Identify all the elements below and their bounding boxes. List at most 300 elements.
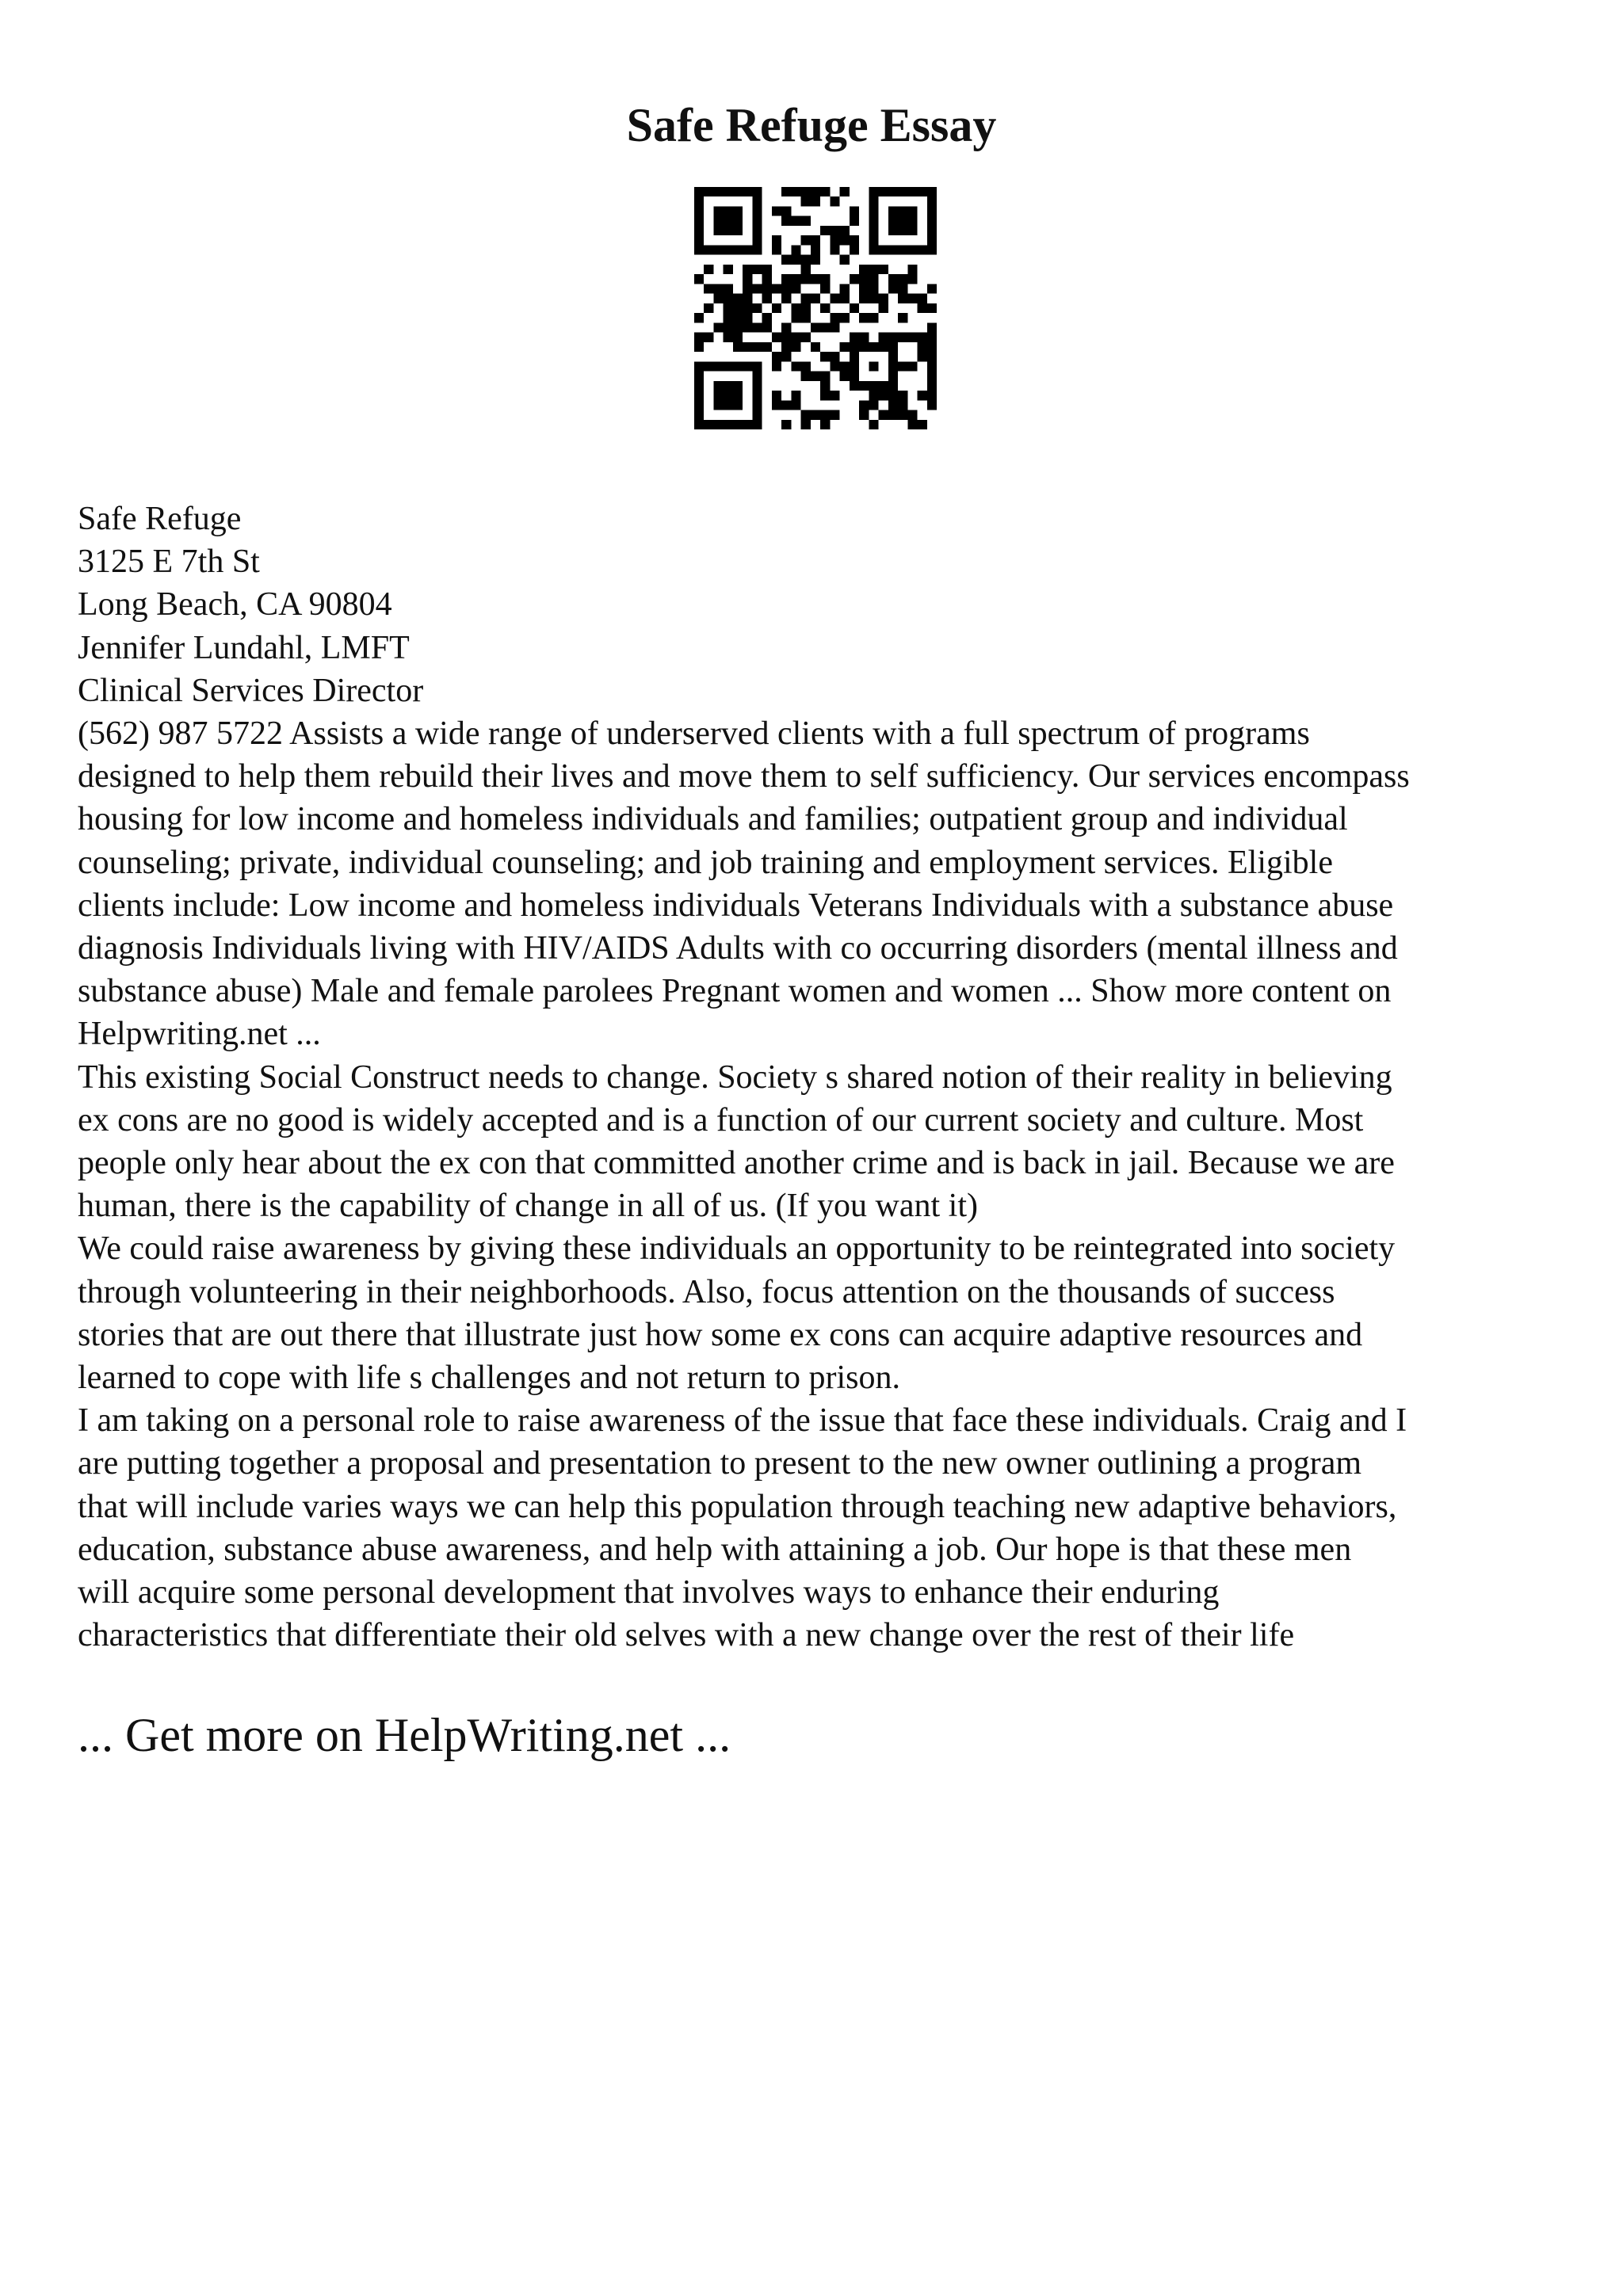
qr-module bbox=[888, 372, 898, 381]
qr-module bbox=[752, 216, 762, 226]
qr-module bbox=[752, 235, 762, 245]
qr-module bbox=[791, 245, 800, 254]
paragraph-2 bbox=[78, 1056, 1568, 1228]
qr-module bbox=[791, 391, 800, 400]
qr-module bbox=[830, 294, 839, 303]
text-line: human, there is the capability of change in all of us. (If you want it) bbox=[78, 1188, 978, 1225]
qr-module bbox=[694, 235, 704, 245]
qr-module bbox=[888, 352, 898, 361]
text-line: This existing Social Construct needs to change. Society s shared notion of their reality in believing bbox=[78, 1058, 1392, 1096]
qr-module bbox=[752, 361, 762, 371]
qr-module bbox=[927, 216, 937, 226]
qr-module bbox=[927, 235, 937, 245]
qr-module bbox=[781, 216, 791, 226]
qr-module bbox=[898, 274, 907, 284]
qr-module bbox=[724, 400, 733, 410]
qr-module bbox=[811, 372, 820, 381]
qr-module bbox=[898, 333, 907, 342]
qr-module bbox=[850, 342, 859, 352]
qr-module bbox=[781, 342, 791, 352]
text-line: designed to help them rebuild their lives and move them to self sufficiency. Our services encompass bbox=[78, 758, 1410, 795]
qr-module bbox=[820, 274, 830, 284]
qr-module bbox=[752, 284, 762, 293]
essay-body bbox=[78, 498, 1568, 1657]
qr-module bbox=[927, 333, 937, 342]
qr-module bbox=[733, 400, 743, 410]
qr-module bbox=[694, 206, 704, 215]
qr-module bbox=[801, 294, 811, 303]
qr-module bbox=[694, 313, 704, 322]
qr-module bbox=[888, 216, 898, 226]
qr-module bbox=[743, 274, 752, 284]
qr-module bbox=[820, 391, 830, 400]
qr-module bbox=[743, 420, 752, 429]
qr-module bbox=[713, 245, 723, 254]
qr-module bbox=[733, 245, 743, 254]
qr-module bbox=[762, 294, 772, 303]
text-line: are putting together a proposal and presentation to present to the new owner outlining a program bbox=[78, 1445, 1362, 1482]
qr-module bbox=[888, 333, 898, 342]
qr-module bbox=[743, 303, 752, 313]
qr-module bbox=[801, 361, 811, 371]
qr-module bbox=[927, 187, 937, 196]
qr-module bbox=[713, 206, 723, 215]
qr-module bbox=[752, 410, 762, 420]
qr-module bbox=[869, 361, 878, 371]
qr-code-graphic bbox=[694, 187, 937, 429]
qr-module bbox=[830, 410, 839, 420]
qr-module bbox=[801, 333, 811, 342]
address-line: Safe Refuge bbox=[78, 501, 242, 537]
text-line: that will include varies ways we can help this population through teaching new adaptive behaviors, bbox=[78, 1488, 1397, 1525]
qr-module bbox=[918, 187, 927, 196]
qr-module bbox=[704, 265, 713, 274]
qr-module bbox=[752, 342, 762, 352]
qr-module bbox=[927, 303, 937, 313]
qr-module bbox=[724, 245, 733, 254]
qr-module bbox=[733, 216, 743, 226]
qr-module bbox=[898, 410, 907, 420]
qr-module bbox=[888, 245, 898, 254]
qr-module bbox=[704, 361, 713, 371]
qr-module bbox=[879, 303, 888, 313]
qr-module bbox=[820, 303, 830, 313]
qr-module bbox=[801, 255, 811, 265]
qr-module bbox=[820, 284, 830, 293]
qr-module bbox=[927, 226, 937, 235]
address-line: Jennifer Lundahl, LMFT bbox=[78, 629, 410, 666]
text-line: (562) 987 5722 Assists a wide range of underserved clients with a full spectrum of programs bbox=[78, 715, 1310, 753]
qr-module bbox=[869, 196, 878, 206]
text-line: characteristics that differentiate their old selves with a new change over the rest of their life bbox=[78, 1617, 1295, 1654]
qr-module bbox=[879, 381, 888, 391]
qr-module bbox=[869, 381, 878, 391]
qr-module bbox=[713, 420, 723, 429]
qr-module bbox=[772, 235, 781, 245]
qr-module bbox=[801, 410, 811, 420]
qr-module bbox=[879, 187, 888, 196]
qr-module bbox=[907, 226, 917, 235]
qr-module bbox=[801, 187, 811, 196]
qr-module bbox=[830, 245, 839, 254]
qr-module bbox=[724, 226, 733, 235]
qr-module bbox=[907, 410, 917, 420]
qr-module bbox=[850, 303, 859, 313]
qr-module bbox=[869, 265, 878, 274]
qr-module bbox=[713, 361, 723, 371]
qr-module bbox=[869, 313, 878, 322]
qr-module bbox=[888, 400, 898, 410]
qr-module bbox=[772, 303, 781, 313]
qr-module bbox=[898, 361, 907, 371]
qr-module bbox=[840, 255, 850, 265]
qr-module bbox=[781, 274, 791, 284]
qr-module bbox=[859, 381, 869, 391]
qr-module bbox=[830, 313, 839, 322]
qr-module bbox=[811, 196, 820, 206]
qr-module bbox=[724, 216, 733, 226]
document-title: Safe Refuge Essay bbox=[626, 99, 997, 151]
qr-module bbox=[801, 265, 811, 274]
qr-module bbox=[772, 284, 781, 293]
qr-module bbox=[762, 313, 772, 322]
qr-module bbox=[888, 381, 898, 391]
qr-module bbox=[752, 372, 762, 381]
qr-module bbox=[704, 187, 713, 196]
qr-module bbox=[781, 420, 791, 429]
text-line: diagnosis Individuals living with HIV/AIDS Adults with co occurring disorders (mental illness and bbox=[78, 930, 1398, 967]
qr-module bbox=[733, 322, 743, 332]
qr-module bbox=[733, 342, 743, 352]
qr-module bbox=[781, 187, 791, 196]
paragraph-1 bbox=[78, 712, 1568, 1056]
qr-module bbox=[918, 245, 927, 254]
qr-module bbox=[752, 265, 762, 274]
qr-module bbox=[840, 361, 850, 371]
qr-module bbox=[830, 235, 839, 245]
qr-module bbox=[888, 206, 898, 215]
address-line: 3125 E 7th St bbox=[78, 543, 260, 581]
qr-module bbox=[850, 274, 859, 284]
qr-module bbox=[869, 187, 878, 196]
qr-module bbox=[907, 420, 917, 429]
qr-module bbox=[694, 196, 704, 206]
qr-module bbox=[743, 284, 752, 293]
qr-module bbox=[888, 226, 898, 235]
qr-module bbox=[733, 303, 743, 313]
qr-module bbox=[869, 284, 878, 293]
qr-module bbox=[850, 333, 859, 342]
qr-module bbox=[772, 361, 781, 371]
qr-module bbox=[724, 322, 733, 332]
qr-module bbox=[888, 410, 898, 420]
qr-module bbox=[918, 391, 927, 400]
qr-module bbox=[850, 245, 859, 254]
qr-code bbox=[694, 187, 937, 429]
qr-module bbox=[772, 245, 781, 254]
qr-module bbox=[840, 226, 850, 235]
qr-module bbox=[713, 381, 723, 391]
qr-module bbox=[752, 400, 762, 410]
qr-module bbox=[704, 245, 713, 254]
qr-module bbox=[927, 400, 937, 410]
qr-module bbox=[752, 226, 762, 235]
qr-module bbox=[762, 265, 772, 274]
qr-module bbox=[724, 206, 733, 215]
qr-module bbox=[801, 420, 811, 429]
text-line: counseling; private, individual counseling; and job training and employment services. Eligible bbox=[78, 844, 1333, 881]
qr-module bbox=[733, 391, 743, 400]
qr-module bbox=[898, 284, 907, 293]
qr-module bbox=[907, 187, 917, 196]
qr-module bbox=[820, 187, 830, 196]
qr-module bbox=[752, 206, 762, 215]
qr-module bbox=[820, 352, 830, 361]
qr-module bbox=[907, 265, 917, 274]
qr-module bbox=[724, 361, 733, 371]
paragraph-3 bbox=[78, 1227, 1568, 1399]
qr-module bbox=[811, 255, 820, 265]
qr-module bbox=[898, 400, 907, 410]
qr-module bbox=[859, 400, 869, 410]
qr-module bbox=[840, 187, 850, 196]
qr-module bbox=[733, 333, 743, 342]
qr-module bbox=[879, 410, 888, 420]
qr-module bbox=[869, 420, 878, 429]
qr-module bbox=[898, 216, 907, 226]
qr-module bbox=[918, 294, 927, 303]
qr-module bbox=[879, 245, 888, 254]
qr-module bbox=[694, 391, 704, 400]
qr-module bbox=[879, 342, 888, 352]
text-line: We could raise awareness by giving these individuals an opportunity to be reintegrated into society bbox=[78, 1230, 1396, 1268]
qr-module bbox=[704, 284, 713, 293]
qr-module bbox=[820, 410, 830, 420]
qr-module bbox=[801, 274, 811, 284]
qr-module bbox=[850, 206, 859, 215]
qr-module bbox=[859, 313, 869, 322]
qr-module bbox=[752, 391, 762, 400]
qr-module bbox=[694, 410, 704, 420]
qr-module bbox=[713, 284, 723, 293]
qr-module bbox=[743, 313, 752, 322]
qr-module bbox=[772, 391, 781, 400]
text-line: I am taking on a personal role to raise awareness of the issue that face these individuals. Craig and I bbox=[78, 1402, 1407, 1440]
qr-module bbox=[791, 400, 800, 410]
qr-module bbox=[869, 206, 878, 215]
qr-module bbox=[752, 322, 762, 332]
qr-module bbox=[791, 255, 800, 265]
qr-module bbox=[724, 420, 733, 429]
qr-module bbox=[724, 313, 733, 322]
text-line: ex cons are no good is widely accepted and is a function of our current society and culture. Most bbox=[78, 1101, 1364, 1138]
qr-module bbox=[888, 274, 898, 284]
qr-module bbox=[927, 284, 937, 293]
qr-module bbox=[694, 381, 704, 391]
qr-module bbox=[781, 322, 791, 332]
text-line: substance abuse) Male and female parolees Pregnant women and women ... Show more content on bbox=[78, 973, 1392, 1010]
qr-module bbox=[907, 206, 917, 215]
qr-module bbox=[762, 274, 772, 284]
qr-module bbox=[869, 274, 878, 284]
qr-module bbox=[724, 294, 733, 303]
qr-module bbox=[898, 226, 907, 235]
qr-module bbox=[869, 216, 878, 226]
qr-module bbox=[713, 294, 723, 303]
qr-module bbox=[704, 333, 713, 342]
qr-module bbox=[694, 420, 704, 429]
qr-module bbox=[927, 372, 937, 381]
qr-module bbox=[830, 322, 839, 332]
qr-module bbox=[927, 352, 937, 361]
qr-module bbox=[791, 333, 800, 342]
qr-module bbox=[859, 294, 869, 303]
qr-module bbox=[733, 361, 743, 371]
qr-module bbox=[791, 274, 800, 284]
qr-module bbox=[927, 196, 937, 206]
qr-module bbox=[850, 235, 859, 245]
qr-module bbox=[918, 352, 927, 361]
qr-module bbox=[694, 333, 704, 342]
qr-module bbox=[830, 196, 839, 206]
qr-module bbox=[733, 313, 743, 322]
qr-module bbox=[869, 235, 878, 245]
qr-module bbox=[907, 361, 917, 371]
qr-module bbox=[791, 187, 800, 196]
qr-module bbox=[869, 245, 878, 254]
qr-module bbox=[704, 303, 713, 313]
qr-module bbox=[918, 342, 927, 352]
text-line: stories that are out there that illustrate just how some ex cons can acquire adaptive resources and bbox=[78, 1316, 1363, 1353]
text-line: housing for low income and homeless individuals and families; outpatient group and individual bbox=[78, 801, 1348, 838]
qr-module bbox=[724, 265, 733, 274]
qr-module bbox=[811, 294, 820, 303]
qr-module bbox=[907, 245, 917, 254]
qr-module bbox=[743, 294, 752, 303]
qr-module bbox=[733, 381, 743, 391]
qr-module bbox=[724, 284, 733, 293]
qr-module bbox=[752, 196, 762, 206]
qr-module bbox=[781, 206, 791, 215]
qr-module bbox=[762, 284, 772, 293]
qr-module bbox=[811, 410, 820, 420]
qr-module bbox=[781, 333, 791, 342]
qr-module bbox=[694, 226, 704, 235]
qr-module bbox=[811, 274, 820, 284]
qr-module bbox=[898, 187, 907, 196]
qr-module bbox=[713, 391, 723, 400]
qr-module bbox=[859, 284, 869, 293]
qr-module bbox=[791, 342, 800, 352]
qr-module bbox=[869, 342, 878, 352]
text-line: Helpwriting.net ... bbox=[78, 1016, 321, 1053]
qr-module bbox=[811, 322, 820, 332]
qr-module bbox=[781, 255, 791, 265]
qr-module bbox=[781, 352, 791, 361]
qr-module bbox=[927, 361, 937, 371]
qr-module bbox=[694, 342, 704, 352]
qr-module bbox=[850, 361, 859, 371]
qr-module bbox=[859, 410, 869, 420]
qr-module bbox=[713, 322, 723, 332]
qr-module bbox=[743, 245, 752, 254]
qr-module bbox=[927, 322, 937, 332]
qr-module bbox=[752, 303, 762, 313]
qr-module bbox=[918, 333, 927, 342]
qr-module bbox=[772, 400, 781, 410]
qr-module bbox=[879, 294, 888, 303]
qr-module bbox=[743, 342, 752, 352]
qr-module bbox=[879, 265, 888, 274]
qr-module bbox=[762, 342, 772, 352]
qr-module bbox=[927, 206, 937, 215]
qr-module bbox=[850, 216, 859, 226]
qr-module bbox=[762, 322, 772, 332]
qr-module bbox=[791, 313, 800, 322]
address-line: Long Beach, CA 90804 bbox=[78, 586, 392, 624]
text-line: people only hear about the ex con that committed another crime and is back in jail. Because we are bbox=[78, 1145, 1395, 1182]
qr-module bbox=[840, 284, 850, 293]
qr-module bbox=[859, 333, 869, 342]
qr-module bbox=[859, 274, 869, 284]
qr-module bbox=[907, 216, 917, 226]
qr-module bbox=[811, 342, 820, 352]
qr-module bbox=[898, 245, 907, 254]
qr-module bbox=[752, 245, 762, 254]
qr-module bbox=[801, 303, 811, 313]
qr-module bbox=[801, 235, 811, 245]
qr-module bbox=[713, 226, 723, 235]
qr-module bbox=[888, 187, 898, 196]
text-line: will acquire some personal development that involves ways to enhance their enduring bbox=[78, 1574, 1220, 1611]
qr-module bbox=[791, 303, 800, 313]
qr-module bbox=[927, 342, 937, 352]
qr-module bbox=[704, 420, 713, 429]
qr-module bbox=[859, 265, 869, 274]
qr-module bbox=[840, 372, 850, 381]
qr-module bbox=[898, 391, 907, 400]
qr-module bbox=[820, 372, 830, 381]
qr-module bbox=[898, 313, 907, 322]
qr-module bbox=[820, 381, 830, 391]
qr-module bbox=[840, 313, 850, 322]
footer-link-text: ... Get more on HelpWriting.net ... bbox=[78, 1709, 731, 1761]
qr-module bbox=[840, 294, 850, 303]
qr-module bbox=[859, 342, 869, 352]
qr-module bbox=[743, 187, 752, 196]
qr-module bbox=[830, 391, 839, 400]
text-line: through volunteering in their neighborhoods. Also, focus attention on the thousands of success bbox=[78, 1273, 1335, 1310]
qr-module bbox=[772, 333, 781, 342]
qr-module bbox=[869, 391, 878, 400]
qr-module bbox=[781, 284, 791, 293]
address-line: Clinical Services Director bbox=[78, 672, 424, 709]
qr-module bbox=[772, 206, 781, 215]
text-line: education, substance abuse awareness, and help with attaining a job. Our hope is that these men bbox=[78, 1531, 1352, 1568]
qr-module bbox=[713, 187, 723, 196]
qr-module bbox=[888, 342, 898, 352]
qr-module bbox=[830, 226, 839, 235]
qr-module bbox=[869, 400, 878, 410]
qr-module bbox=[694, 361, 704, 371]
qr-module bbox=[733, 206, 743, 215]
qr-module bbox=[724, 391, 733, 400]
qr-module bbox=[772, 352, 781, 361]
qr-module bbox=[752, 420, 762, 429]
qr-module bbox=[724, 381, 733, 391]
qr-module bbox=[801, 372, 811, 381]
qr-module bbox=[791, 284, 800, 293]
